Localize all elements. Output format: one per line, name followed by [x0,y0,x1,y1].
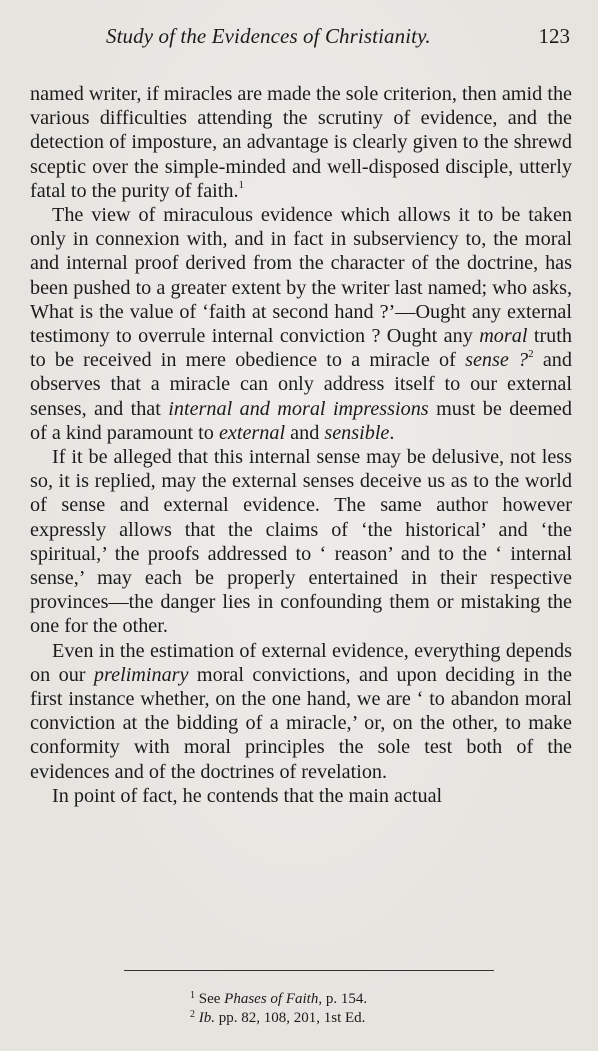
paragraph-3-text: If it be alleged that this internal sense may be delusive, not less so, it is replied, may the external senses deceive us as to the world of sense and external evidence. The same author however expressly allows that the claims of ‘the historical’ and ‘the spiritual,’ the proofs addressed to ‘ reason’ and to the ‘ internal sense,’ may each be properly entertained in their respective provinces—the danger lies in confounding them or mistaking the one for the other. [30,446,572,638]
footnote-1-lead: See [195,991,225,1007]
footnote-2 [190,1009,367,1028]
footnotes [190,990,367,1028]
paragraph-1-text: named writer, if miracles are made the sole criterion, then amid the various difficulties attending the scrutiny of evidence, and the detection of imposture, an advantage is clearly given to the shrewd sceptic over the simple-minded and well-disposed disciple, utterly fatal to the purity of faith. [30,83,572,202]
paragraph-2-italic-moral: moral [479,325,528,348]
footnote-1 [190,990,367,1009]
paragraph-2-text-c: and observes that a miracle can only address itself to our external senses, and that [30,349,572,420]
paragraph-3 [30,445,572,639]
footnote-1-marker: 1 [190,990,195,1001]
paragraph-2-text-b: truth to be received in mere obedience to a miracle of [30,325,572,372]
paragraph-2-text-f: . [389,421,395,444]
running-title: Study of the Evidences of Christianity. [106,24,431,48]
body-text [30,82,572,808]
footnote-2-italic: Ib. [198,1010,215,1026]
paragraph-2-italic-sense: sense ? [465,349,529,372]
paragraph-4 [30,639,572,784]
footnote-2-marker: 2 [190,1009,195,1020]
paragraph-2-italic-external: external [218,421,286,444]
paragraph-1 [30,82,572,203]
paragraph-4-italic-preliminary: preliminary [93,663,189,686]
paragraph-2 [30,203,572,445]
page-number: 123 [538,24,570,48]
footnote-1-tail: , p. 154. [318,991,368,1007]
paragraph-2-italic-internal: internal and moral impressions [168,397,429,420]
paragraph-5-text: In point of fact, he contends that the main actual [52,784,443,807]
footnote-marker-1: 1 [238,178,245,191]
running-head [30,18,572,52]
footnote-marker-2: 2 [528,348,534,361]
paragraph-4-text-a: Even in the estimation of external evidence, everything depends on our [30,639,572,686]
paragraph-2-text-d: must be deemed of a kind paramount to [30,397,572,444]
paragraph-2-text-a: The view of miraculous evidence which allows it to be taken only in connexion with, and in fact in subserviency to, the moral and internal proof derived from the character of the doctrine, has been pushed to a greater extent by the writer last named; who asks, What is the value of ‘faith at second hand ?’—Ought any external testimony to overrule internal conviction ? Ought any [30,204,572,348]
paragraph-4-text-b: moral convictions, and upon deciding in the first instance whether, on the one hand, we are ‘ to abandon moral conviction at the bidding of a miracle,’ or, on the other, to make conformity with moral principles the sole test both of the evidences and of the doctrines of revelation. [30,663,572,783]
footnote-divider [124,970,494,971]
paragraph-2-text-e: and [285,421,325,444]
paragraph-2-italic-sensible: sensible [324,421,390,444]
footnote-2-tail: pp. 82, 108, 201, 1st Ed. [215,1010,366,1026]
footnote-1-italic: Phases of Faith [224,991,319,1007]
paragraph-5 [30,784,572,808]
